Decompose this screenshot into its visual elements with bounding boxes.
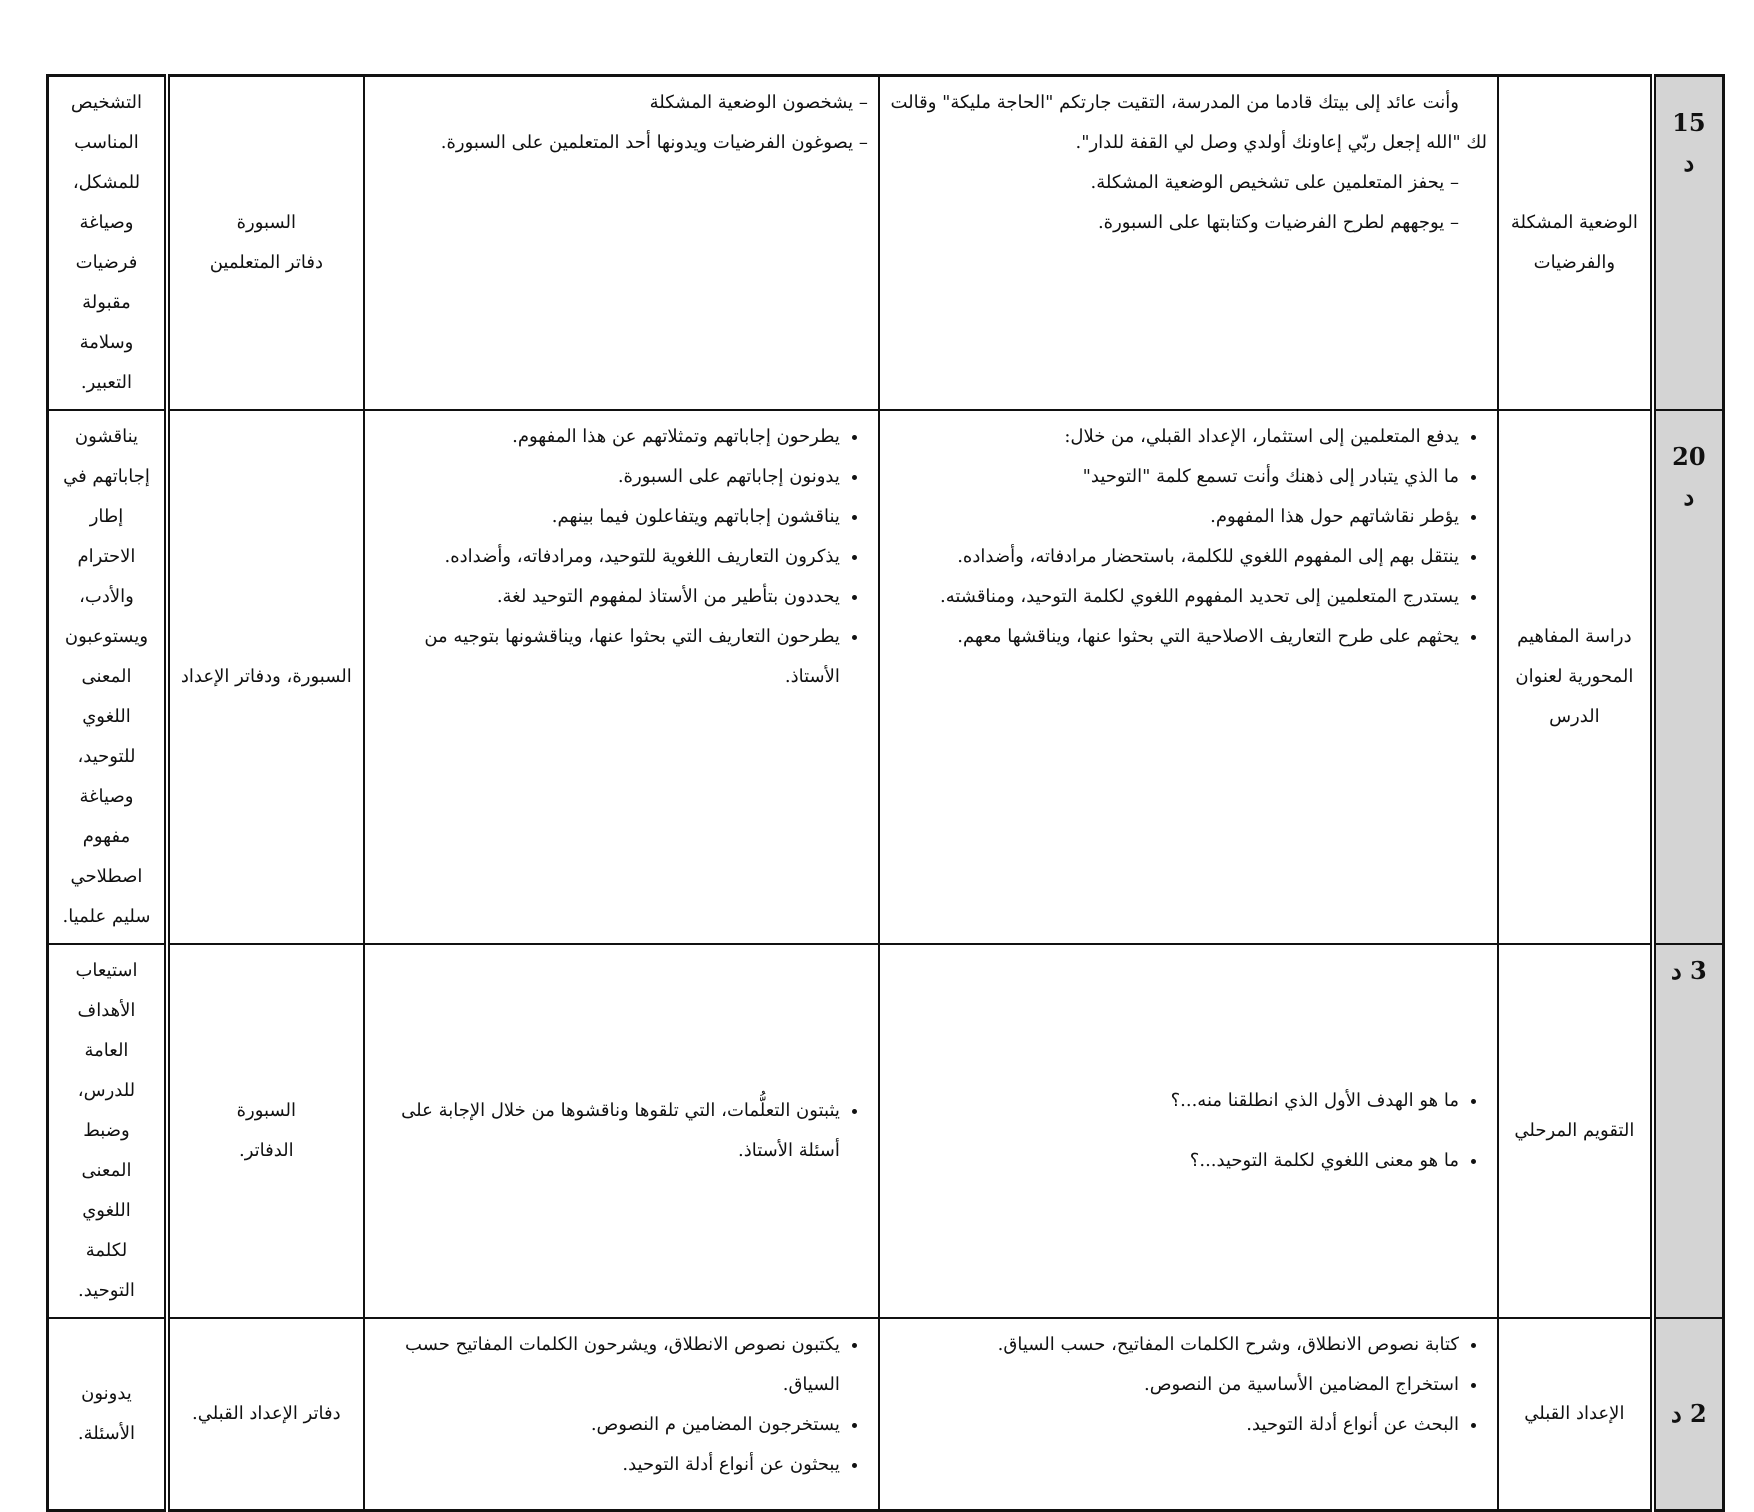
list-item: • يناقشون إجاباتهم ويتفاعلون فيما بينهم. [375,497,840,537]
phase-line: الوضعية المشكلة [1510,212,1638,233]
text-line: وأنت عائد إلى بيتك قادما من المدرسة، التقيت جارتكم "الحاجة مليكة" وقالت [890,92,1459,113]
text-line: – يصوغون الفرضيات ويدونها أحد المتعلمين على السبورة. [440,132,868,153]
bullet-list [375,1091,868,1171]
list-item: • يبحثون عن أنواع أدلة التوحيد. [375,1445,840,1485]
phase-line: التقويم المرحلي [1514,1120,1635,1141]
list-item: • يطرحون إجاباتهم وتمثلاتهم عن هذا المفهوم. [375,417,840,457]
phase-line: والفرضيات [1533,252,1616,273]
phase-line: المحورية لعنوان [1515,666,1634,687]
teacher-activities-cell [879,1318,1498,1510]
learner-activities-cell [364,76,879,411]
phase-line: دراسة المفاهيم [1517,626,1632,647]
time-cell [1653,410,1724,944]
means-line: الدفاتر. [238,1140,294,1161]
list-item: • البحث عن أنواع أدلة التوحيد. [890,1405,1459,1445]
teacher-activities-cell [879,410,1498,944]
eval-line: اصطلاحي [70,866,143,887]
phase-cell [1498,410,1653,944]
list-item: • يكتبون نصوص الانطلاق، ويشرحون الكلمات المفاتيح حسب السياق. [375,1325,840,1405]
time-cell [1653,1318,1724,1510]
text-line: – يوجههم لطرح الفرضيات وكتابتها على السبورة. [1097,212,1459,233]
evaluation-cell [48,944,167,1318]
eval-line: الأهداف العامة [77,1000,136,1061]
bullet-list [375,417,868,697]
table-row [48,410,1724,944]
eval-line: المعنى اللغوي [81,1160,132,1221]
list-item: • يدونون إجاباتهم على السبورة. [375,457,840,497]
text-line: لك "الله إجعل ربّي إعاونك أولدي وصل لي القفة للدار". [1075,132,1487,153]
eval-line: يناقشون [74,426,139,447]
learner-activities-cell [364,410,879,944]
duration-label: 2 د [1671,1398,1707,1428]
phase-cell [1498,76,1653,411]
bullet-list [890,1071,1487,1191]
list-item: • ما هو معنى اللغوي لكلمة التوحيد...؟ [890,1131,1459,1191]
list-item: • يطرحون التعاريف التي بحثوا عنها، ويناقشونها بتوجيه من الأستاذ. [375,617,840,697]
eval-line: استيعاب [75,960,138,981]
means-line: دفاتر الإعداد القبلي. [191,1402,341,1424]
eval-line: للتوحيد، [77,746,136,767]
lesson-plan-table [46,74,1725,1512]
list-item: • استخراج المضامين الأساسية من النصوص. [890,1365,1459,1405]
means-line: السبورة [236,212,297,233]
phase-line: الإعداد القبلي [1524,1402,1625,1424]
bullet-list [890,1325,1487,1445]
eval-line: وصياغة مفهوم [79,786,134,847]
means-line: السبورة، ودفاتر الإعداد [180,666,352,687]
eval-line: والأدب، [79,586,134,607]
list-item: • يثبتون التعلُّمات، التي تلقوها وناقشوها من خلال الإجابة على أسئلة الأستاذ. [375,1091,840,1171]
text-line: – يحفز المتعلمين على تشخيص الوضعية المشكلة. [1090,172,1459,193]
means-line: السبورة [236,1100,297,1121]
eval-line: سليم علميا. [62,906,151,927]
eval-line: التشخيص [70,92,142,113]
list-item: • يحددون بتأطير من الأستاذ لمفهوم التوحيد لغة. [375,577,840,617]
list-item: • يدفع المتعلمين إلى استثمار، الإعداد القبلي، من خلال: [890,417,1459,457]
means-cell [167,944,364,1318]
duration-label: 3 د [1671,956,1707,985]
table-row [48,1318,1724,1510]
text-line: – يشخصون الوضعية المشكلة [649,92,868,113]
eval-line: إطار الاحترام [77,506,136,567]
evaluation-cell [48,1318,167,1510]
eval-line: المعنى اللغوي [81,666,132,727]
phase-line: الدرس [1549,706,1600,727]
learner-activities-cell [364,1318,879,1510]
table-row [48,944,1724,1318]
list-item: • ما الذي يتبادر إلى ذهنك وأنت تسمع كلمة "التوحيد" [890,457,1459,497]
bullet-list [890,417,1487,657]
duration-label: 20 د [1672,442,1706,511]
table-row [48,76,1724,411]
eval-line: للدرس، وضبط [77,1080,136,1141]
list-item: • يحثهم على طرح التعاريف الاصلاحية التي بحثوا عنها، ويناقشها معهم. [890,617,1459,657]
eval-line: لكلمة التوحيد. [77,1240,135,1301]
duration-label: 15 د [1672,108,1706,177]
bullet-list [375,1325,868,1485]
eval-line: ويستوعبون [64,626,149,647]
learner-activities-cell [364,944,879,1318]
list-item: • ينتقل بهم إلى المفهوم اللغوي للكلمة، باستحضار مرادفاته، وأضداده. [890,537,1459,577]
list-item: • ما هو الهدف الأول الذي انطلقنا منه...؟ [890,1071,1459,1131]
evaluation-cell [48,76,167,411]
teacher-activities-cell [879,76,1498,411]
eval-line: يدونون الأسئلة. [77,1382,136,1444]
list-item: • يستخرجون المضامين م النصوص. [375,1405,840,1445]
list-item: • كتابة نصوص الانطلاق، وشرح الكلمات المفاتيح، حسب السياق. [890,1325,1459,1365]
time-cell [1653,944,1724,1318]
time-cell [1653,76,1724,411]
eval-line: وصياغة [79,212,134,233]
means-cell [167,410,364,944]
teacher-activities-cell [879,944,1498,1318]
eval-line: المناسب [74,132,139,153]
phase-cell [1498,1318,1653,1510]
means-line: دفاتر المتعلمين [209,252,323,273]
eval-line: للمشكل، [72,172,141,193]
list-item: • يؤطر نقاشاتهم حول هذا المفهوم. [890,497,1459,537]
eval-line: وسلامة التعبير. [79,332,134,393]
means-cell [167,1318,364,1510]
evaluation-cell [48,410,167,944]
eval-line: فرضيات مقبولة [75,252,138,313]
phase-cell [1498,944,1653,1318]
eval-line: إجاباتهم في [63,466,150,487]
means-cell [167,76,364,411]
list-item: • يذكرون التعاريف اللغوية للتوحيد، ومرادفاته، وأضداده. [375,537,840,577]
list-item: • يستدرج المتعلمين إلى تحديد المفهوم اللغوي لكلمة التوحيد، ومناقشته. [890,577,1459,617]
